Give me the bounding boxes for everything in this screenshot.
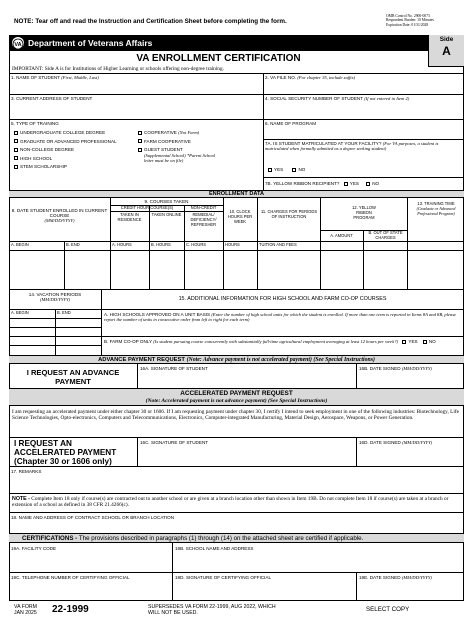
important-note: IMPORTANT: Side A is for Institutions of Higher Learning or schools offering non-degree training. — [12, 66, 224, 72]
taken-in-residence-header: TAKEN IN RESIDENCE — [117, 212, 142, 222]
hours-a-label: A. HOURS — [112, 242, 132, 247]
side-value: A — [442, 44, 451, 58]
checkbox-non-college[interactable]: NON-COLLEGE DEGREE — [14, 147, 117, 156]
training-types-left — [14, 130, 117, 173]
vacation-periods-header: 14. VACATION PERIODS (MM/DD/YYYY) — [28, 292, 82, 303]
contract-school-field[interactable]: 18. NAME AND ADDRESS OF CONTRACT SCHOOL OR BRANCH LOCATION — [11, 515, 175, 520]
omb-control-number: OMB Control No. 2900-0073 — [386, 14, 430, 18]
accelerated-payment-note: (Note: Accelerated payment is not advance payment) (See Special Instructions) — [145, 398, 328, 404]
enrollment-table — [9, 198, 464, 250]
hours-b-label: B. HOURS — [151, 242, 171, 247]
accelerated-student-signature[interactable]: 16C. SIGNATURE OF STUDENT — [140, 440, 209, 445]
advance-request-label: I REQUEST AN ADVANCE PAYMENT — [26, 368, 120, 386]
non-credit-header: NON-CREDIT — [190, 205, 217, 210]
courses-taken-header: 9. COURSES TAKEN — [144, 199, 189, 204]
tuition-label: TUITION AND FEES — [259, 242, 297, 247]
hours-c-label: C. HOURS — [186, 242, 207, 247]
accelerated-request-label: I REQUEST AN ACCELERATED PAYMENT (Chapter 30 or 1606 only) — [14, 439, 117, 466]
high-school-units-field[interactable]: A. HIGH SCHOOLS APPROVED ON A UNIT BASIS (Enter the number of high school units for which the student is enrolled. If more than one term is reported in Items 8A and 8B, please report the number of units in consecutive order from left to right for each term) — [104, 312, 457, 323]
accelerated-certification-text: I am requesting an accelerated payment under either chapter 30 or 1606. If I am requesting payment under chapter 30, I certify I intend to seek employment in one of the following industries: Biotechnology, Life Science Technologies, Opto-electronics, Computers and Telecommunications, Electronics, Computer-integrated Manufacturing, Material Design, Aerospace, Weapons, or Power Generation. — [12, 409, 459, 422]
amount-header: A. AMOUNT — [330, 233, 353, 238]
training-type-label: 5. TYPE OF TRAINING — [11, 121, 59, 126]
date-enrolled-header: 8. DATE STUDENT ENROLLED IN CURRENT COURSE (MM/DD/YYYY) — [11, 208, 108, 224]
enrollment-entry-row[interactable] — [9, 250, 464, 289]
side-label: Side — [439, 36, 454, 43]
enroll-begin-label: A. BEGIN — [11, 242, 29, 247]
form-number: 22-1999 — [52, 604, 89, 615]
certifying-date-field[interactable]: 19E. DATE SIGNED (MM/DD/YYYY) — [359, 575, 432, 580]
training-time-header: 13. TRAINING TIME (Graduate or Advanced Professional Program) — [416, 201, 456, 216]
school-name-field[interactable]: 19B. SCHOOL NAME AND ADDRESS — [175, 546, 254, 551]
training-types-right — [138, 130, 220, 164]
matriculated-answers — [268, 167, 305, 172]
taken-online-header: TAKEN ONLINE — [151, 212, 182, 217]
omb-info — [386, 14, 434, 27]
checkbox-farm-cooperative[interactable]: FARM COOPERATIVE — [138, 139, 220, 148]
student-address-field[interactable]: 3. CURRENT ADDRESS OF STUDENT — [11, 96, 93, 101]
student-name-field[interactable]: 1. NAME OF STUDENT (First, Middle, Last) — [11, 75, 99, 80]
checkbox-cooperative[interactable]: COOPERATIVE (Not Farm) — [138, 130, 220, 139]
form-label: VA FORM JAN 2025 — [14, 604, 37, 616]
clock-hours-header: 10. CLOCK HOURS PER WEEK — [227, 209, 253, 224]
certifying-phone-field[interactable]: 19C. TELEPHONE NUMBER OF CERTIFYING OFFICIAL — [11, 575, 130, 580]
expiration-date: Expiration Date: 01/31/2028 — [386, 22, 429, 27]
ssn-field[interactable]: 4. SOCIAL SECURITY NUMBER OF STUDENT (If not entered in Item 2) — [265, 96, 410, 101]
guest-student-note: (Supplemental School) *Parent School letter must be on file) — [144, 152, 216, 164]
matriculated-question: 7A. IS STUDENT MATRICULATED AT YOUR FACILITY? (For VA purposes, a student is matriculated when formally admitted as a degree seeking student) — [265, 141, 439, 152]
matriculated-no[interactable]: NO — [292, 167, 305, 172]
yellow-ribbon-question: 7B. YELLOW RIBBON RECIPIENT? YES NO — [265, 181, 380, 186]
va-file-no-field[interactable]: 2. VA FILE NO. (For chapter 35, include suffix) — [265, 75, 356, 80]
checkbox-guest-student[interactable]: GUEST STUDENT — [138, 147, 220, 153]
farm-coop-yes[interactable]: YES — [402, 339, 417, 344]
farm-coop-question: B. FARM CO-OP ONLY (Is student pursuing course concurrently with substantially full-time agricultural employment averaging at least 12 hours per week?) YES NO — [104, 339, 436, 344]
yellow-ribbon-yes[interactable]: YES — [344, 181, 359, 186]
checkbox-undergraduate[interactable]: UNDERGRADUATE COLLEGE DEGREE — [14, 130, 117, 139]
supersedes-note: SUPERSEDES VA FORM 22-1999, AUG 2022, WHICH WILL NOT BE USED. — [148, 604, 276, 616]
agency-banner — [9, 35, 428, 51]
charges-header: 11. CHARGES FOR PERIODS OF INSTRUCTION — [260, 209, 318, 219]
certifying-signature-field[interactable]: 19D. SIGNATURE OF CERTIFYING OFFICIAL — [175, 575, 272, 580]
accelerated-date-signed[interactable]: 16D. DATE SIGNED (MM/DD/YYYY) — [359, 440, 433, 445]
enrollment-data-header: ENROLLMENT DATA — [9, 190, 464, 198]
yellow-ribbon-header: 12. YELLOW RIBBON PROGRAM — [352, 205, 376, 220]
facility-code-field[interactable]: 19A. FACILITY CODE — [11, 546, 57, 551]
select-copy-label[interactable]: SELECT COPY — [366, 606, 410, 613]
out-of-state-header: B. OUT OF STATE CHARGES — [368, 230, 403, 240]
enroll-end-label: B. END — [66, 242, 80, 247]
respondent-burden: Respondent Burden: 10 Minutes — [386, 18, 434, 23]
agency-name: Department of Veterans Affairs — [28, 38, 153, 48]
farm-coop-no[interactable]: NO — [423, 339, 436, 344]
advance-date-signed[interactable]: 16B. DATE SIGNED (MM/DD/YYYY) — [359, 366, 432, 371]
yellow-ribbon-no[interactable]: NO — [366, 181, 379, 186]
form-title: VA ENROLLMENT CERTIFICATION — [136, 53, 301, 64]
remarks-field[interactable]: 17. REMARKS — [11, 469, 42, 474]
advance-student-signature[interactable]: 16A. SIGNATURE OF STUDENT — [140, 366, 208, 371]
remedial-header: REMEDIAL/ DEFICIENCY/ REFRESHER — [190, 212, 217, 227]
vacation-begin-label: A. BEGIN — [11, 310, 29, 315]
advance-payment-header: ADVANCE PAYMENT REQUEST (Note: Advance payment is not accelerated payment) (See Special Instructions) — [9, 355, 464, 364]
additional-info-header: 15. ADDITIONAL INFORMATION FOR HIGH SCHOOL AND FARM CO-OP COURSES — [178, 296, 387, 302]
credit-hour-header: CREDIT HOUR COURSE(S) — [120, 205, 174, 210]
checkbox-graduate[interactable]: GRADUATE OR ADVANCED PROFESSIONAL — [14, 139, 117, 148]
checkbox-high-school[interactable]: HIGH SCHOOL — [14, 156, 117, 165]
program-name-field[interactable]: 6. NAME OF PROGRAM — [265, 121, 317, 126]
tear-off-notice: NOTE: Tear off and read the Instruction and Certification Sheet before completing the form. — [14, 18, 287, 25]
contract-school-note: NOTE - Complete Item 18 only if course(s) are contracted out to another school or are given at a branch location other than shown in Item 19B. Do not complete Item 18 if course(s) are taken at a branch or extension of a school as defined in 38 CFR 21.4266(c). — [12, 496, 449, 509]
accelerated-payment-title: ACCELERATED PAYMENT REQUEST — [180, 390, 293, 397]
va-seal-icon — [12, 37, 24, 49]
svg-text:VA: VA — [14, 42, 22, 49]
matriculated-yes[interactable]: YES — [268, 167, 283, 172]
vacation-end-label: B. END — [57, 310, 71, 315]
clock-hours-label: HOURS — [225, 242, 240, 247]
checkbox-stem[interactable]: STEM SCHOLARSHIP — [14, 164, 117, 173]
certifications-header: CERTIFICATIONS - The provisions described in paragraphs (1) through (14) on the attached sheet are certified if applicable. — [9, 533, 464, 543]
side-box — [428, 35, 464, 67]
